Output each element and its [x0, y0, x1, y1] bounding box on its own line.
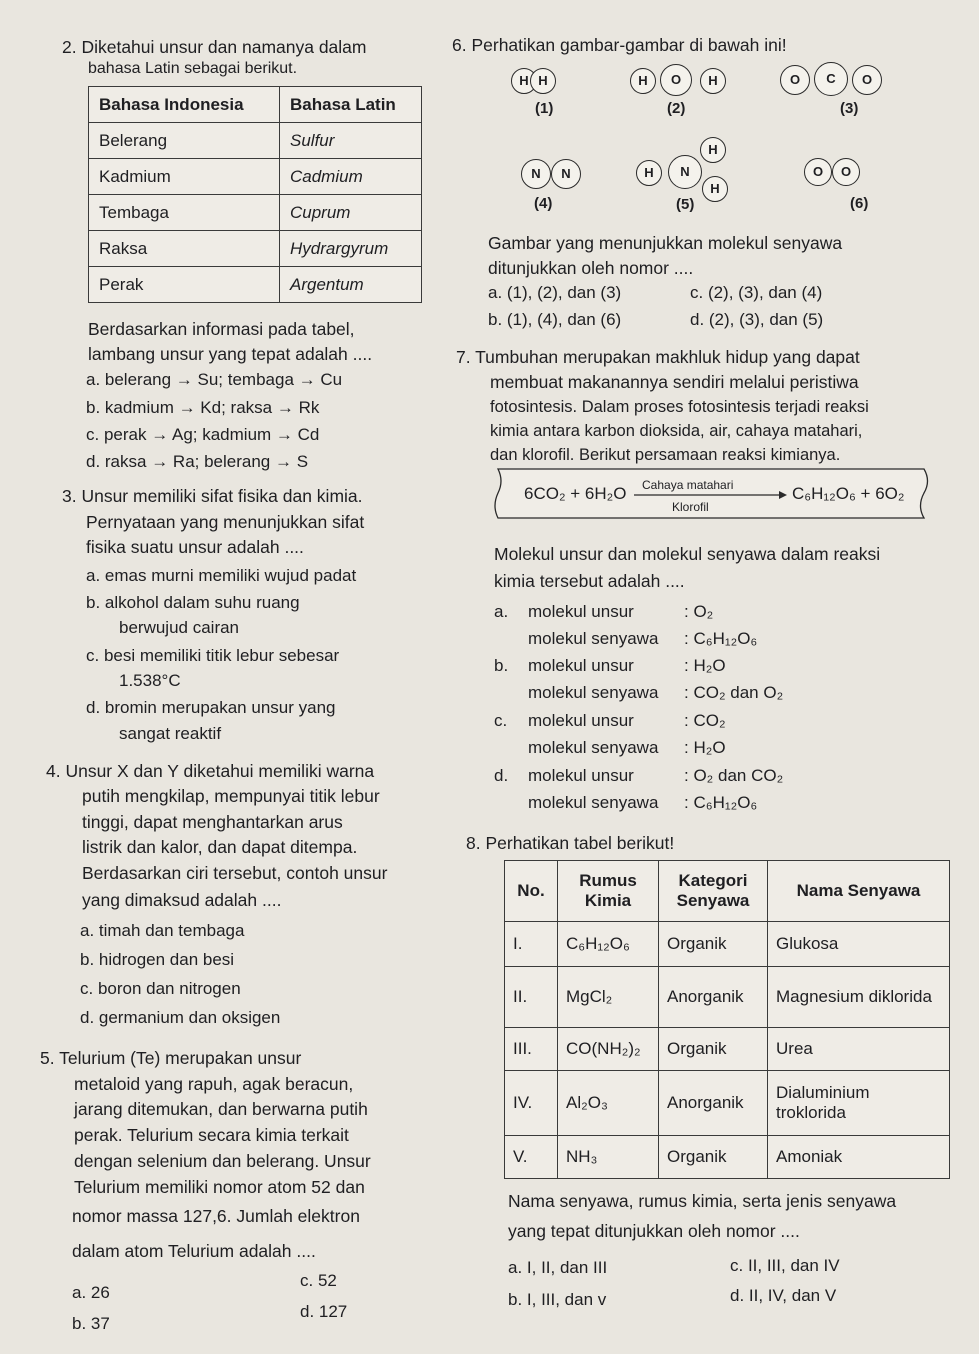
q7-after-line1: Molekul unsur dan molekul senyawa dalam reaksi [494, 544, 881, 564]
q2-option-c[interactable]: c. perak → Ag; kadmium → Cd [86, 425, 320, 444]
table-row [505, 967, 950, 1028]
q3-line1: 3. Unsur memiliki sifat fisika dan kimia. [62, 486, 363, 506]
table-header: Nama Senyawa [768, 861, 950, 922]
q4-line1: 4. Unsur X dan Y diketahui memiliki warna [46, 761, 375, 781]
q7-line3: fotosintesis. Dalam proses fotosintesis terjadi reaksi [490, 398, 869, 416]
q5-line1: 5. Telurium (Te) merupakan unsur [40, 1048, 302, 1068]
q7-option-a-senyawa-label: molekul senyawa [528, 629, 659, 648]
q7-option-a-senyawa-value: : C₆H₁₂O₆ [684, 629, 758, 648]
atom-oxygen: O [852, 65, 882, 95]
q7-option-a-unsur-value: : O₂ [684, 602, 714, 621]
q7-option-b-senyawa-value: : CO₂ dan O₂ [684, 683, 784, 702]
q8-option-c[interactable]: c. II, III, dan IV [730, 1256, 840, 1275]
q5-line6: Telurium memiliki nomor atom 52 dan [74, 1177, 365, 1197]
table-row [89, 231, 422, 267]
q7-option-b-senyawa-label: molekul senyawa [528, 683, 659, 702]
table-cell: NH₃ [558, 1136, 659, 1179]
q3-option-a[interactable]: a. emas murni memiliki wujud padat [86, 566, 357, 585]
q4-line4: listrik dan kalor, dan dapat ditempa. [82, 837, 358, 857]
table-cell: Hydrargyrum [280, 231, 422, 267]
molecule-label: (1) [535, 100, 554, 117]
q3-line3: fisika suatu unsur adalah .... [86, 537, 304, 557]
table-cell: IV. [505, 1071, 558, 1136]
q7-option-b-unsur-label: molekul unsur [528, 656, 634, 675]
q5-line5: dengan selenium dan belerang. Unsur [74, 1151, 371, 1171]
equation-condition-top: Cahaya matahari [642, 478, 734, 492]
table-cell: II. [505, 967, 558, 1028]
atom-oxygen: O [832, 158, 860, 186]
q7-after-line2: kimia tersebut adalah .... [494, 571, 685, 591]
q5-line7: nomor massa 127,6. Jumlah elektron [72, 1206, 360, 1226]
q5-line2: metaloid yang rapuh, agak beracun, [74, 1074, 354, 1094]
q7-option-d-senyawa-value: : C₆H₁₂O₆ [684, 793, 758, 812]
atom-hydrogen: H [700, 68, 726, 94]
q4-option-a[interactable]: a. timah dan tembaga [80, 921, 245, 940]
equation-condition-bottom: Klorofil [672, 500, 709, 514]
q5-line3: jarang ditemukan, dan berwarna putih [74, 1099, 368, 1119]
atom-hydrogen: H [530, 68, 556, 94]
q7-option-c[interactable]: c. [494, 711, 508, 730]
q7-option-b-unsur-value: : H₂O [684, 656, 726, 675]
molecule-label: (6) [850, 195, 869, 212]
q7-option-c-senyawa-label: molekul senyawa [528, 738, 659, 757]
table-cell: Belerang [89, 123, 280, 159]
q2-title-line2: bahasa Latin sebagai berikut. [88, 60, 298, 77]
q8-after-line1: Nama senyawa, rumus kimia, serta jenis senyawa [508, 1191, 897, 1211]
q5-line8: dalam atom Telurium adalah .... [72, 1241, 316, 1261]
table-cell: Al₂O₃ [558, 1071, 659, 1136]
reaction-equation-box [494, 466, 931, 521]
table-cell: Anorganik [659, 967, 768, 1028]
table-cell: Kadmium [89, 159, 280, 195]
q7-option-c-senyawa-value: : H₂O [684, 738, 726, 757]
atom-nitrogen: N [551, 159, 581, 189]
table-row [89, 195, 422, 231]
atom-oxygen: O [804, 158, 832, 186]
q7-option-d-unsur-value: : O₂ dan CO₂ [684, 766, 784, 785]
q2-after-line1: Berdasarkan informasi pada tabel, [88, 319, 355, 339]
table-cell: III. [505, 1028, 558, 1071]
q7-line5: dan klorofil. Berikut persamaan reaksi kimianya. [490, 446, 841, 464]
q5-option-d[interactable]: d. 127 [300, 1302, 348, 1321]
table-cell: Organik [659, 1136, 768, 1179]
q7-option-a[interactable]: a. [494, 602, 509, 621]
table-cell: MgCl₂ [558, 967, 659, 1028]
q7-option-c-unsur-label: molekul unsur [528, 711, 634, 730]
table-cell: Tembaga [89, 195, 280, 231]
q7-option-d-senyawa-label: molekul senyawa [528, 793, 659, 812]
table-cell: Organik [659, 1028, 768, 1071]
table-cell: Sulfur [280, 123, 422, 159]
q5-option-a[interactable]: a. 26 [72, 1283, 110, 1302]
atom-carbon: C [814, 62, 848, 96]
q4-line5: Berdasarkan ciri tersebut, contoh unsur [82, 863, 388, 883]
q4-line2: putih mengkilap, mempunyai titik lebur [82, 786, 380, 806]
table-cell: Perak [89, 267, 280, 303]
q6-option-a[interactable]: a. (1), (2), dan (3) [488, 283, 622, 302]
q4-line3: tinggi, dapat menghantarkan arus [82, 812, 343, 832]
q8-option-a[interactable]: a. I, II, dan III [508, 1258, 608, 1277]
atom-nitrogen: N [668, 155, 702, 189]
q7-option-b[interactable]: b. [494, 656, 509, 675]
q3-option-b[interactable]: b. alkohol dalam suhu ruang [86, 593, 300, 612]
q6-title: 6. Perhatikan gambar-gambar di bawah ini! [452, 35, 787, 55]
q5-option-c[interactable]: c. 52 [300, 1271, 337, 1290]
table-row [89, 123, 422, 159]
q8-after-line2: yang tepat ditunjukkan oleh nomor .... [508, 1221, 800, 1241]
table-cell: Argentum [280, 267, 422, 303]
table-cell: Organik [659, 922, 768, 967]
table-cell: Cadmium [280, 159, 422, 195]
q6-option-b[interactable]: b. (1), (4), dan (6) [488, 310, 622, 329]
q2-option-b[interactable]: b. kadmium → Kd; raksa → Rk [86, 398, 320, 417]
table-cell: C₆H₁₂O₆ [558, 922, 659, 967]
q4-line6: yang dimaksud adalah .... [82, 890, 282, 910]
atom-hydrogen: H [630, 68, 656, 94]
q2-title-line1: 2. Diketahui unsur dan namanya dalam [62, 37, 367, 57]
atom-hydrogen: H [636, 160, 662, 186]
table-header: Kategori Senyawa [659, 861, 768, 922]
q2-after-line2: lambang unsur yang tepat adalah .... [88, 344, 373, 364]
table-row [505, 922, 950, 967]
table-row [505, 1028, 950, 1071]
atom-hydrogen: H [700, 137, 726, 163]
table-cell: Raksa [89, 231, 280, 267]
molecule-label: (3) [840, 100, 859, 117]
q3-option-c[interactable]: c. besi memiliki titik lebur sebesar [86, 646, 340, 665]
q8-title: 8. Perhatikan tabel berikut! [466, 833, 675, 853]
atom-oxygen: O [660, 64, 692, 96]
q6-question-line1: Gambar yang menunjukkan molekul senyawa [488, 233, 843, 253]
equation-products: C₆H₁₂O₆ + 6O₂ [792, 484, 905, 503]
q7-option-a-unsur-label: molekul unsur [528, 602, 634, 621]
table-header: Bahasa Indonesia [89, 87, 280, 123]
table-cell: V. [505, 1136, 558, 1179]
q3-option-b-cont: berwujud cairan [119, 618, 240, 637]
q2-option-d[interactable]: d. raksa → Ra; belerang → S [86, 452, 309, 471]
q3-option-c-cont: 1.538°C [119, 671, 181, 690]
q7-line4: kimia antara karbon dioksida, air, cahaya matahari, [490, 422, 863, 440]
table-header: Bahasa Latin [280, 87, 422, 123]
atom-nitrogen: N [521, 159, 551, 189]
q3-option-d[interactable]: d. bromin merupakan unsur yang [86, 698, 336, 717]
table-header: No. [505, 861, 558, 922]
table-cell: Dialuminium troklorida [768, 1071, 950, 1136]
table-row [89, 267, 422, 303]
equation-reactants: 6CO₂ + 6H₂O [524, 484, 627, 503]
table-cell: Anorganik [659, 1071, 768, 1136]
q7-option-c-unsur-value: : CO₂ [684, 711, 726, 730]
q2-option-a[interactable]: a. belerang → Su; tembaga → Cu [86, 370, 343, 389]
molecule-label: (4) [534, 195, 553, 212]
table-row [505, 1136, 950, 1179]
q4-option-b[interactable]: b. hidrogen dan besi [80, 950, 235, 969]
q6-option-d[interactable]: d. (2), (3), dan (5) [690, 310, 824, 329]
table-header: Rumus Kimia [558, 861, 659, 922]
q5-line4: perak. Telurium secara kimia terkait [74, 1125, 349, 1145]
q6-question-line2: ditunjukkan oleh nomor .... [488, 258, 694, 278]
molecule-label: (2) [667, 100, 686, 117]
q8-option-d[interactable]: d. II, IV, dan V [730, 1286, 837, 1305]
table-cell: I. [505, 922, 558, 967]
q4-option-d[interactable]: d. germanium dan oksigen [80, 1008, 281, 1027]
q3-option-d-cont: sangat reaktif [119, 724, 222, 743]
table-cell: Urea [768, 1028, 950, 1071]
table-cell: Amoniak [768, 1136, 950, 1179]
table-row [505, 1071, 950, 1136]
latin-names-table [88, 86, 422, 303]
q5-option-b[interactable]: b. 37 [72, 1314, 110, 1333]
table-cell: CO(NH₂)₂ [558, 1028, 659, 1071]
molecule-label: (5) [676, 196, 695, 213]
q7-line1: 7. Tumbuhan merupakan makhluk hidup yang dapat [456, 347, 860, 367]
q7-option-d[interactable]: d. [494, 766, 509, 785]
compound-table [504, 860, 950, 1179]
table-row [89, 159, 422, 195]
table-cell: Magnesium diklorida [768, 967, 950, 1028]
atom-hydrogen: H [702, 176, 728, 202]
q4-option-c[interactable]: c. boron dan nitrogen [80, 979, 241, 998]
atom-oxygen: O [780, 65, 810, 95]
q6-option-c[interactable]: c. (2), (3), dan (4) [690, 283, 823, 302]
table-cell: Glukosa [768, 922, 950, 967]
q3-line2: Pernyataan yang menunjukkan sifat [86, 512, 365, 532]
table-cell: Cuprum [280, 195, 422, 231]
q7-line2: membuat makanannya sendiri melalui peristiwa [490, 372, 859, 392]
atom-hydrogen: H [511, 68, 537, 94]
q7-option-d-unsur-label: molekul unsur [528, 766, 634, 785]
q8-option-b[interactable]: b. I, III, dan v [508, 1290, 607, 1309]
